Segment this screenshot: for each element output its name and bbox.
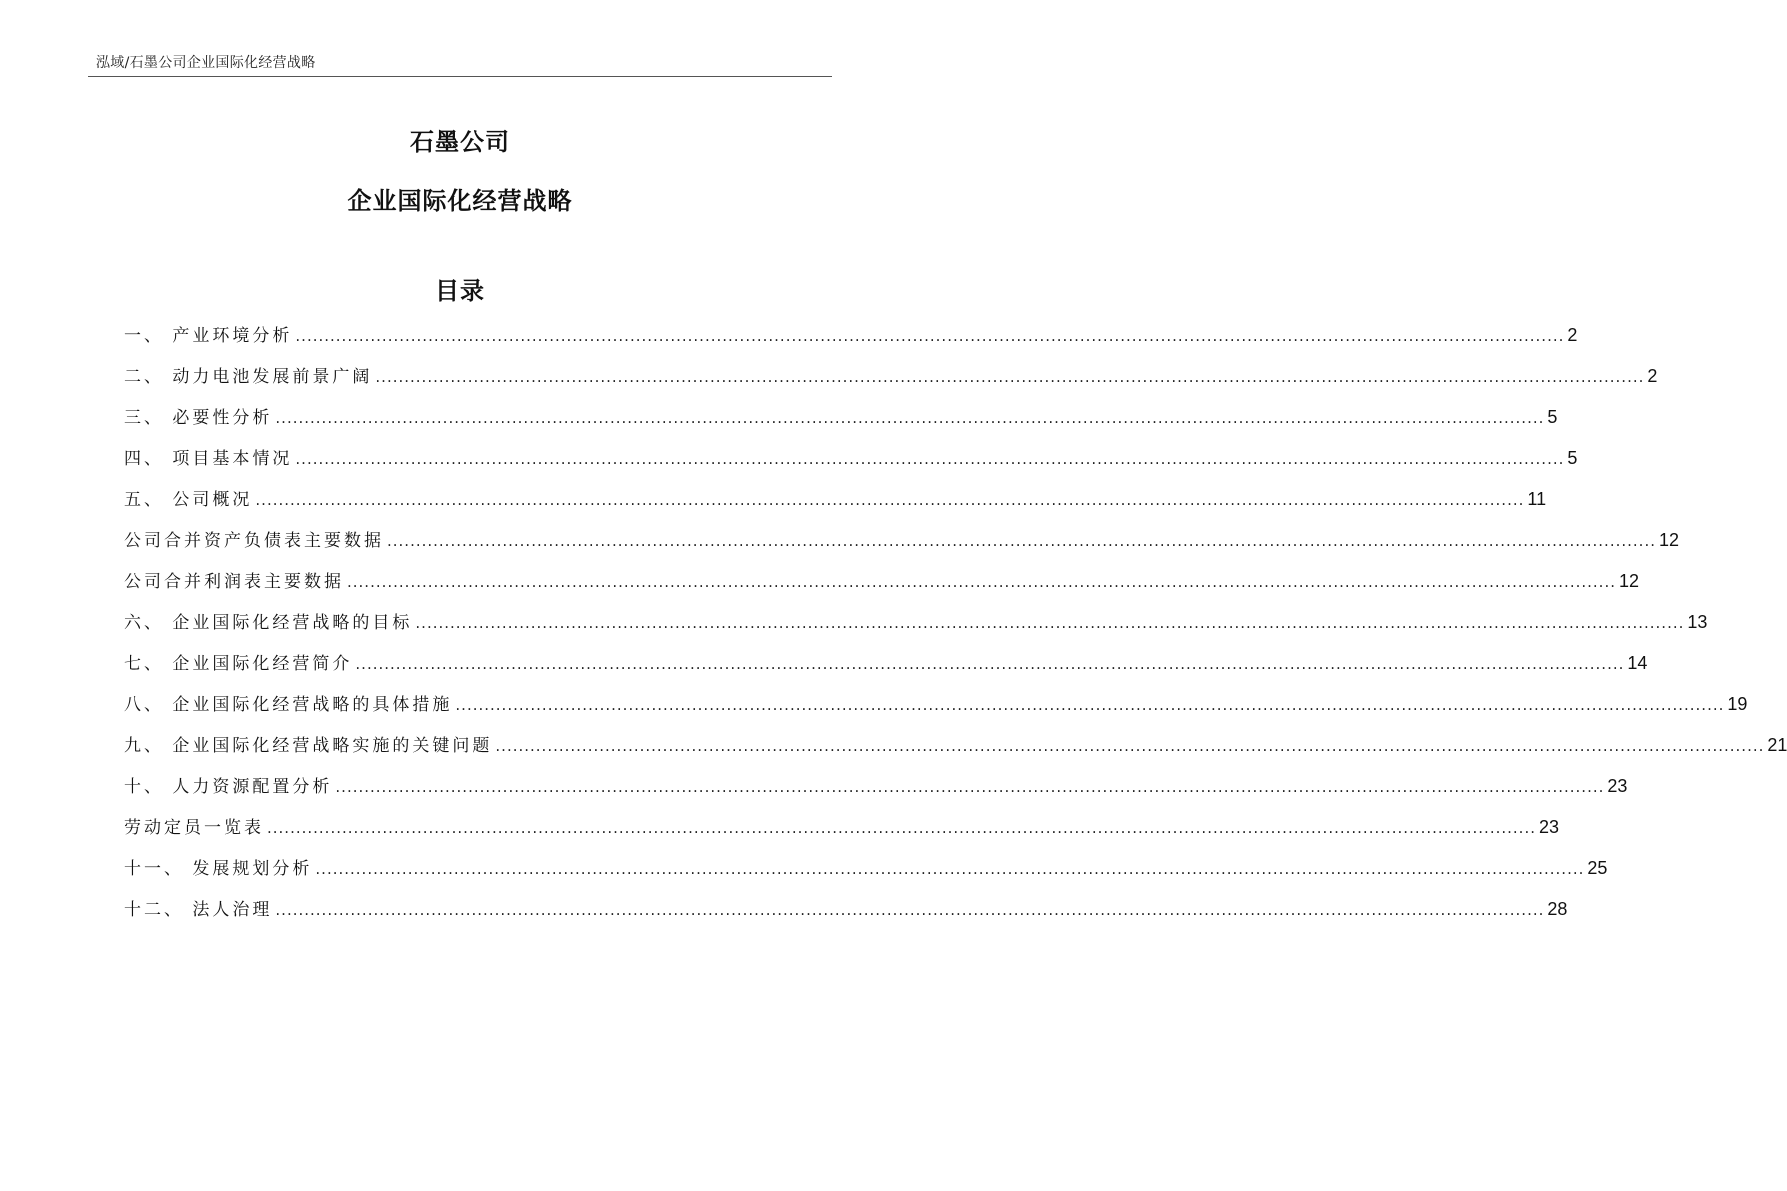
toc-leader-dots: ............................................................................................................................................................................................................................ (295, 327, 1565, 345)
toc-entry-label: 十二、 法人治理 (124, 900, 273, 920)
toc-page-number: 28 (1547, 899, 1568, 919)
toc-page-number: 25 (1587, 858, 1608, 878)
toc-entry-label: 公司合并资产负债表主要数据 (124, 531, 384, 551)
toc-page-number: 23 (1607, 776, 1628, 796)
toc-entry[interactable] (124, 323, 1578, 364)
header-divider (88, 76, 832, 77)
toc-entry[interactable] (124, 364, 1658, 405)
toc-entry-label: 十、 人力资源配置分析 (124, 777, 333, 797)
toc-entry-label: 劳动定员一览表 (124, 818, 264, 838)
running-header: 泓域/石墨公司企业国际化经营战略 (96, 55, 316, 71)
toc-entry-label: 四、 项目基本情况 (124, 449, 293, 469)
toc-entry-label: 七、 企业国际化经营简介 (124, 654, 353, 674)
toc-leader-dots: ............................................................................................................................................................................................................................ (355, 655, 1625, 673)
toc-leader-dots: ............................................................................................................................................................................................................................ (387, 532, 1656, 550)
table-of-contents (124, 323, 1787, 938)
toc-leader-dots: ............................................................................................................................................................................................................................ (275, 409, 1545, 427)
toc-entry[interactable] (124, 405, 1558, 446)
toc-leader-dots: ............................................................................................................................................................................................................................ (347, 573, 1616, 591)
toc-leader-dots: ............................................................................................................................................................................................................................ (255, 491, 1525, 509)
toc-page-number: 13 (1687, 612, 1708, 632)
toc-leader-dots: ............................................................................................................................................................................................................................ (335, 778, 1605, 796)
toc-entry[interactable] (124, 897, 1568, 938)
document-title: 企业国际化经营战略 (347, 187, 573, 215)
toc-leader-dots: ............................................................................................................................................................................................................................ (315, 860, 1585, 878)
toc-leader-dots: ............................................................................................................................................................................................................................ (495, 737, 1765, 755)
toc-entry-label: 十一、 发展规划分析 (124, 859, 313, 879)
toc-page-number: 21 (1767, 735, 1787, 755)
toc-entry[interactable] (124, 774, 1628, 815)
company-title: 石墨公司 (410, 128, 510, 156)
toc-page-number: 14 (1627, 653, 1648, 673)
toc-leader-dots: ............................................................................................................................................................................................................................ (455, 696, 1725, 714)
toc-leader-dots: ............................................................................................................................................................................................................................ (375, 368, 1645, 386)
toc-entry-label: 六、 企业国际化经营战略的目标 (124, 613, 413, 633)
toc-page-number: 19 (1727, 694, 1748, 714)
toc-entry[interactable] (124, 733, 1787, 774)
toc-entry-label: 一、 产业环境分析 (124, 326, 293, 346)
toc-entry-label: 八、 企业国际化经营战略的具体措施 (124, 695, 453, 715)
toc-page-number: 5 (1567, 448, 1578, 468)
toc-entry-label: 公司合并利润表主要数据 (124, 572, 344, 592)
toc-leader-dots: ............................................................................................................................................................................................................................ (267, 819, 1536, 837)
toc-entry[interactable] (124, 651, 1648, 692)
toc-entry-label: 九、 企业国际化经营战略实施的关键问题 (124, 736, 493, 756)
toc-page-number: 12 (1658, 530, 1680, 550)
toc-entry[interactable] (124, 815, 1560, 856)
toc-entry[interactable] (124, 856, 1608, 897)
toc-entry-label: 二、 动力电池发展前景广阔 (124, 367, 373, 387)
toc-leader-dots: ............................................................................................................................................................................................................................ (275, 901, 1545, 919)
toc-entry[interactable] (124, 528, 1680, 569)
toc-page-number: 2 (1567, 325, 1578, 345)
toc-leader-dots: ............................................................................................................................................................................................................................ (415, 614, 1685, 632)
toc-entry[interactable] (124, 610, 1708, 651)
toc-page-number: 12 (1618, 571, 1640, 591)
toc-page-number: 2 (1647, 366, 1658, 386)
toc-entry[interactable] (124, 487, 1547, 528)
toc-entry[interactable] (124, 692, 1748, 733)
toc-page-number: 23 (1538, 817, 1560, 837)
toc-page-number: 5 (1547, 407, 1558, 427)
toc-entry-label: 三、 必要性分析 (124, 408, 273, 428)
toc-entry[interactable] (124, 569, 1640, 610)
toc-entry-label: 五、 公司概况 (124, 490, 253, 510)
toc-page-number: 11 (1527, 489, 1547, 509)
toc-leader-dots: ............................................................................................................................................................................................................................ (295, 450, 1565, 468)
toc-heading: 目录 (435, 277, 485, 305)
toc-entry[interactable] (124, 446, 1578, 487)
